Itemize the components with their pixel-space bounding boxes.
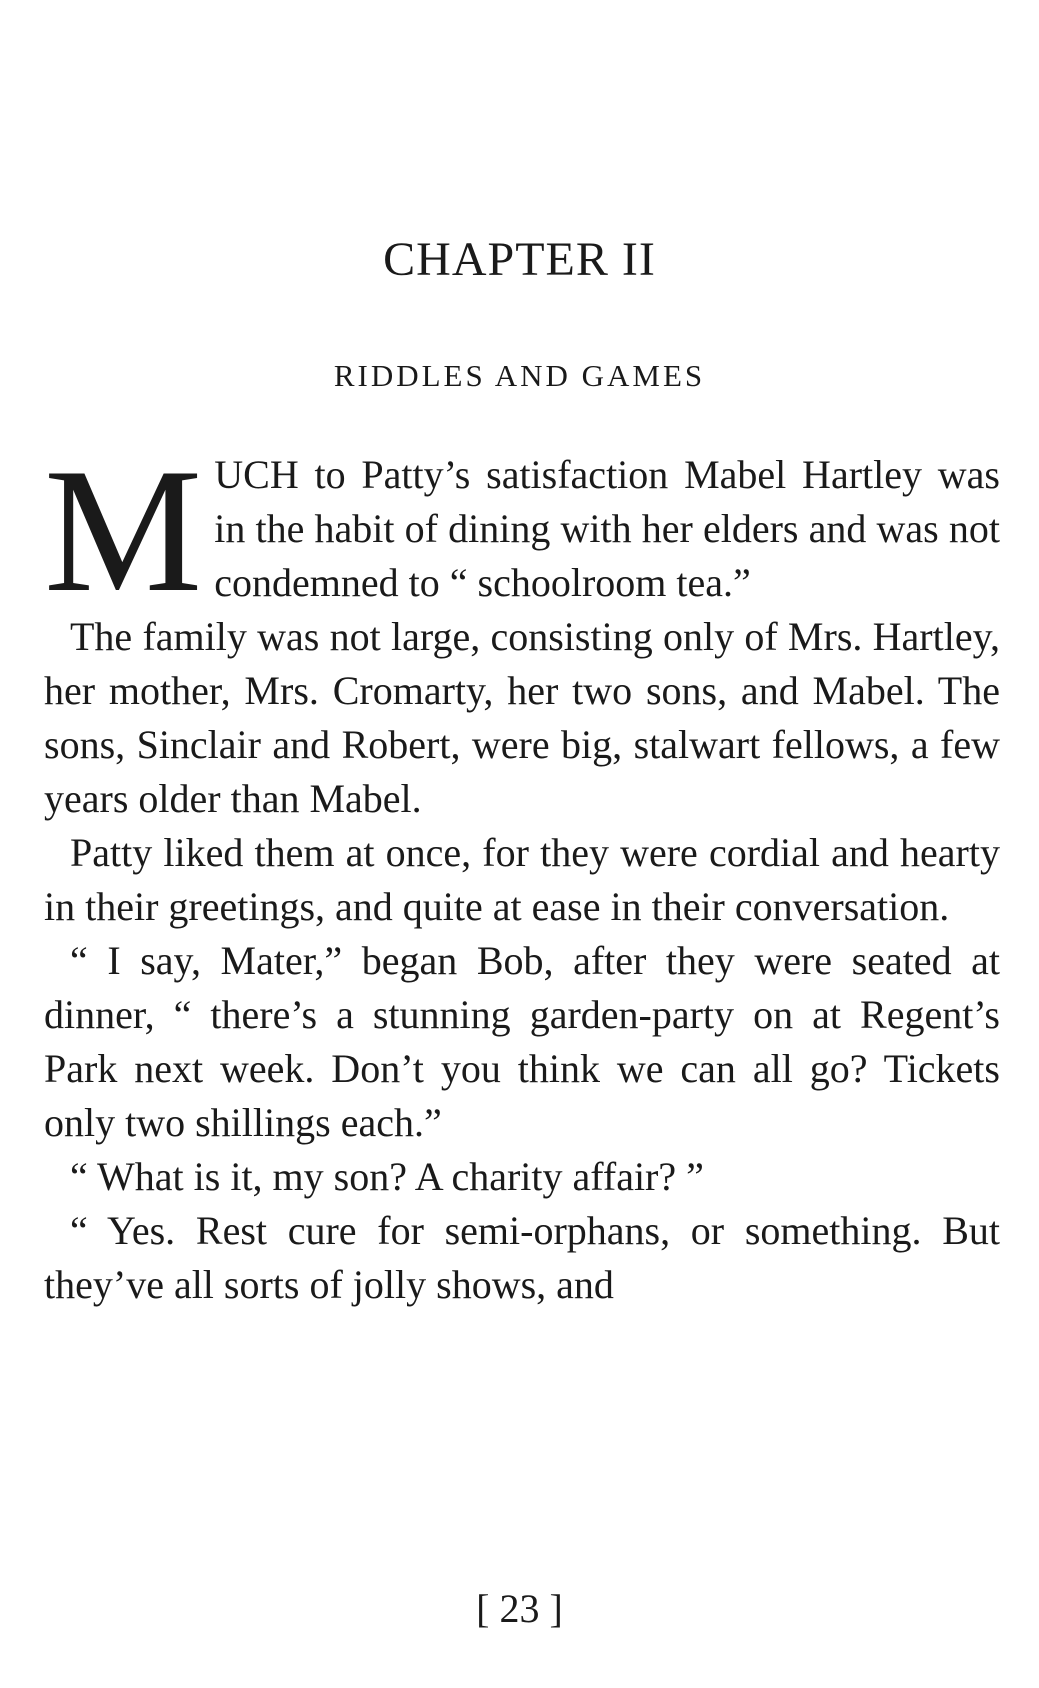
paragraph-1-text: UCH to Patty’s satisfaction Mabel Hartley was in the habit of dining with her elders and was not condemned to “ schoolroom tea.” xyxy=(214,452,1000,605)
paragraph-4: “ I say, Mater,” began Bob, after they were seated at dinner, “ there’s a stunning garden-party on at Regent’s Park next week. Don’t you think we can all go? Tickets only two shillings each.” xyxy=(44,938,1000,1145)
chapter-subtitle: RIDDLES AND GAMES xyxy=(333,358,706,393)
page-number: [ 23 ] xyxy=(476,1586,563,1631)
body-text xyxy=(44,431,1000,1312)
paragraph-6: “ Yes. Rest cure for semi-orphans, or something. But they’ve all sorts of jolly shows, and xyxy=(44,1208,1000,1307)
chapter-title: CHAPTER II xyxy=(383,233,656,286)
paragraph-3: Patty liked them at once, for they were cordial and hearty in their greetings, and quite at ease in their conversation. xyxy=(44,830,1000,929)
paragraph-5: “ What is it, my son? A charity affair? ” xyxy=(70,1154,704,1199)
paragraph-2: The family was not large, consisting only of Mrs. Hartley, her mother, Mrs. Cromarty, her two sons, and Mabel. The sons, Sinclair and Robert, were big, stalwart fellows, a few years older than Mabel. xyxy=(44,614,1000,821)
paragraph-1 xyxy=(44,431,1000,629)
drop-cap: M xyxy=(44,431,203,629)
